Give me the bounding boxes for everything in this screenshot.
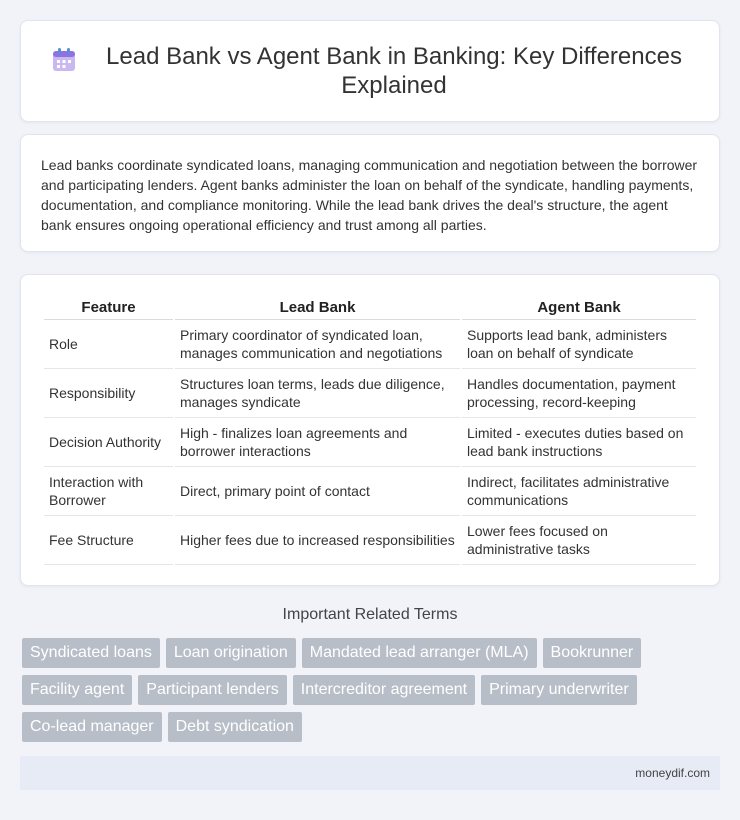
term-tag[interactable]: Facility agent <box>22 675 132 705</box>
row-agent-bank: Limited - executes duties based on lead bank instructions <box>462 418 696 467</box>
term-tag[interactable]: Mandated lead arranger (MLA) <box>302 638 537 668</box>
row-feature: Interaction with Borrower <box>44 467 173 516</box>
intro-paragraph: Lead banks coordinate syndicated loans, managing communication and negotiation between the borrower and participating lenders. Agent banks administer the loan on behalf of the syndicate, handling payments, documentation, and compliance monitoring. While the lead bank drives the deal's structure, the agent bank ensures ongoing operational efficiency and trust among all parties. <box>41 157 698 233</box>
term-tag[interactable]: Syndicated loans <box>22 638 160 668</box>
row-feature: Decision Authority <box>44 418 173 467</box>
term-tag[interactable]: Intercreditor agreement <box>293 675 475 705</box>
related-terms-list <box>22 638 722 749</box>
header-agent-bank: Agent Bank <box>462 295 696 320</box>
page-title: Lead Bank vs Agent Bank in Banking: Key Differences Explained <box>106 43 682 99</box>
footer-site[interactable]: moneydif.com <box>635 766 710 780</box>
row-feature: Role <box>44 320 173 369</box>
term-tag[interactable]: Primary underwriter <box>481 675 637 705</box>
title-card <box>20 20 720 122</box>
table-row <box>44 516 696 565</box>
header-feature: Feature <box>44 295 173 320</box>
comparison-table <box>42 295 698 565</box>
comparison-card <box>20 274 720 586</box>
table-header-row <box>44 295 696 320</box>
title-wrap <box>50 42 690 100</box>
term-tag[interactable]: Co-lead manager <box>22 712 162 742</box>
table-row <box>44 369 696 418</box>
row-lead-bank: Direct, primary point of contact <box>175 467 460 516</box>
related-terms-title: Important Related Terms <box>282 606 458 623</box>
term-tag[interactable]: Participant lenders <box>138 675 287 705</box>
row-feature: Responsibility <box>44 369 173 418</box>
term-tag[interactable]: Bookrunner <box>543 638 642 668</box>
table-row <box>44 418 696 467</box>
row-lead-bank: Primary coordinator of syndicated loan, manages communication and negotiations <box>175 320 460 369</box>
row-feature: Fee Structure <box>44 516 173 565</box>
term-tag[interactable]: Loan origination <box>166 638 296 668</box>
row-lead-bank: Structures loan terms, leads due diligence, manages syndicate <box>175 369 460 418</box>
row-agent-bank: Lower fees focused on administrative tasks <box>462 516 696 565</box>
footer <box>20 756 720 790</box>
row-agent-bank: Indirect, facilitates administrative communications <box>462 467 696 516</box>
row-agent-bank: Supports lead bank, administers loan on behalf of syndicate <box>462 320 696 369</box>
row-lead-bank: Higher fees due to increased responsibilities <box>175 516 460 565</box>
table-row <box>44 320 696 369</box>
calendar-icon <box>50 46 78 74</box>
intro-card <box>20 134 720 252</box>
row-agent-bank: Handles documentation, payment processing, record-keeping <box>462 369 696 418</box>
row-lead-bank: High - finalizes loan agreements and borrower interactions <box>175 418 460 467</box>
table-row <box>44 467 696 516</box>
term-tag[interactable]: Debt syndication <box>168 712 302 742</box>
header-lead-bank: Lead Bank <box>175 295 460 320</box>
